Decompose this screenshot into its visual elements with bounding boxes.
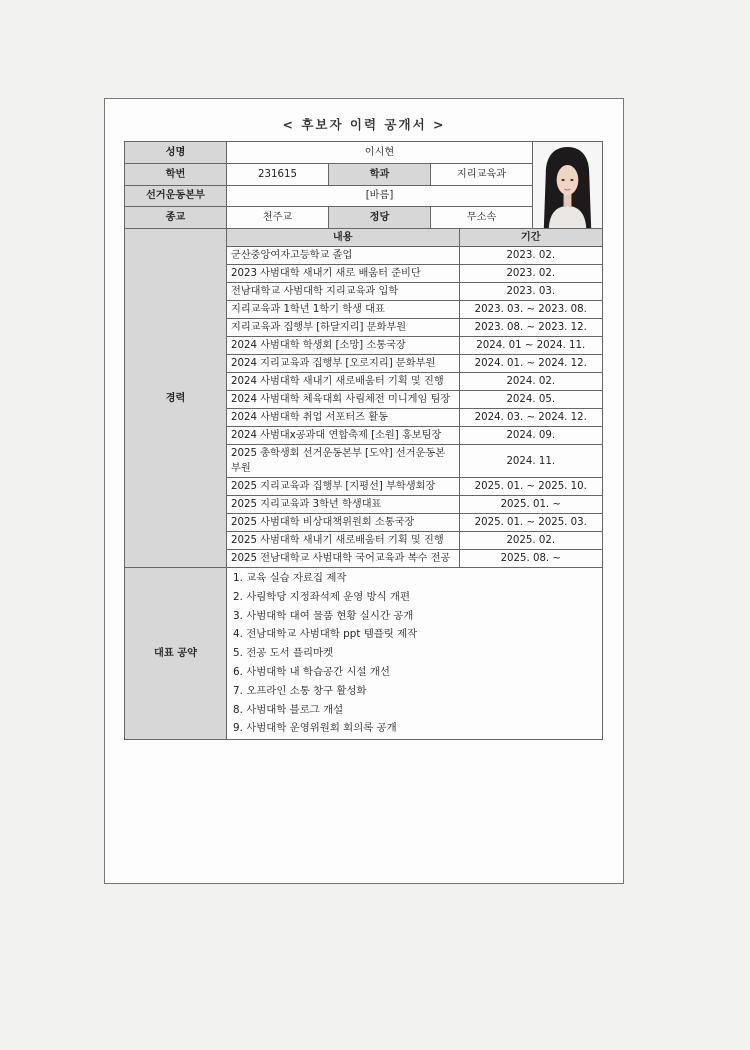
religion-value: 천주교 [227,207,329,229]
career-row [227,409,602,427]
candidate-table [124,141,603,740]
career-row [227,301,602,319]
career-content: 2025 지리교육과 집행부 [지평선] 부학생회장 [227,478,459,496]
career-period: 2025. 08. ~ [459,550,602,568]
party-label: 정당 [329,207,431,229]
career-content: 전남대학교 사범대학 지리교육과 입학 [227,283,459,301]
pledges-section [125,568,603,740]
department-label: 학과 [329,163,431,185]
career-row [227,319,602,337]
election-hq-label: 선거운동본부 [125,185,227,207]
pledge-list [233,569,596,738]
career-section [125,229,603,568]
career-row [227,550,602,568]
religion-label: 종교 [125,207,227,229]
name-row [125,142,603,164]
religion-row [125,207,603,229]
career-content: 2025 사범대학 비상대책위원회 소통국장 [227,514,459,532]
career-period: 2025. 01. ~ 2025. 10. [459,478,602,496]
career-period: 2024. 05. [459,391,602,409]
career-row [227,247,602,265]
career-period: 2023. 02. [459,265,602,283]
career-row [227,265,602,283]
career-period: 2024. 09. [459,427,602,445]
career-content: 2024 사범대x공과대 연합축제 [소원] 홍보팀장 [227,427,459,445]
document-page [104,98,624,884]
pledge-item: 7. 오프라인 소통 창구 활성화 [233,684,367,697]
career-row [227,445,602,478]
pledges-cell [227,568,603,740]
career-content: 군산중앙여자고등학교 졸업 [227,247,459,265]
election-hq-row [125,185,603,207]
pledge-item: 6. 사범대학 내 학습공간 시설 개선 [233,665,390,678]
career-row [227,391,602,409]
career-period: 2024. 01. ~ 2024. 12. [459,355,602,373]
election-hq-value: [바름] [227,185,533,207]
department-value: 지리교육과 [431,163,533,185]
career-content: 2024 지리교육과 집행부 [오로지리] 문화부원 [227,355,459,373]
career-table [227,229,602,567]
pledge-item: 8. 사범대학 블로그 개설 [233,703,344,716]
student-id-row [125,163,603,185]
career-header-row [227,229,602,247]
career-period: 2024. 02. [459,373,602,391]
career-content: 2025 총학생회 선거운동본부 [도약] 선거운동본부원 [227,445,459,478]
career-period: 2025. 02. [459,532,602,550]
career-row [227,355,602,373]
name-label: 성명 [125,142,227,164]
name-value: 이시현 [227,142,533,164]
career-row [227,373,602,391]
career-content: 2024 사범대학 학생회 [소망] 소통국장 [227,337,459,355]
pledge-item: 3. 사범대학 대여 물품 현황 실시간 공개 [233,609,414,622]
career-cell [227,229,603,568]
candidate-photo [533,142,603,229]
career-period-header: 기간 [459,229,602,247]
pledge-item: 1. 교육 실습 자료집 제작 [233,572,347,584]
career-period: 2024. 03. ~ 2024. 12. [459,409,602,427]
career-row [227,337,602,355]
career-content: 2024 사범대학 새내기 새로배움터 기획 및 진행 [227,373,459,391]
career-content: 2025 전남대학교 사범대학 국어교육과 복수 전공 [231,553,451,564]
career-row [227,283,602,301]
career-content: 2025 지리교육과 3학년 학생대표 [227,496,459,514]
career-row [227,496,602,514]
career-content: 지리교육과 1학년 1학기 학생 대표 [227,301,459,319]
career-content: 2025 사범대학 새내기 새로배움터 기획 및 진행 [227,532,459,550]
career-period: 2024. 01 ~ 2024. 11. [459,337,602,355]
pledges-label: 대표 공약 [125,568,227,740]
pledge-item: 4. 전남대학교 사범대학 ppt 템플릿 제작 [233,628,418,641]
student-id-label: 학번 [125,163,227,185]
career-content: 2024 사범대학 취업 서포터즈 활동 [227,409,459,427]
career-period: 2023. 03. [459,283,602,301]
career-label: 경력 [125,229,227,568]
career-period: 2025. 01. ~ [459,496,602,514]
career-content-header: 내용 [227,229,459,247]
pledge-item: 9. 사범대학 운영위원회 회의록 공개 [233,722,397,735]
pledge-item: 5. 전공 도서 플리마켓 [233,647,334,660]
career-period: 2023. 02. [459,247,602,265]
career-content: 2024 사범대학 체육대회 사림체전 미니게임 팀장 [227,391,459,409]
pledge-item: 2. 사림학당 지정좌석제 운영 방식 개편 [233,590,410,603]
portrait-image [533,142,602,228]
career-period: 2025. 01. ~ 2025. 03. [459,514,602,532]
career-row [227,478,602,496]
career-row [227,532,602,550]
document-title: < 후보자 이력 공개서 > [282,117,446,132]
career-content: 지리교육과 집행부 [하달지리] 문화부원 [227,319,459,337]
career-period: 2023. 08. ~ 2023. 12. [459,319,602,337]
party-value: 무소속 [431,207,533,229]
student-id-value: 231615 [227,163,329,185]
career-period: 2024. 11. [459,445,602,478]
career-row [227,514,602,532]
career-row [227,427,602,445]
career-period: 2023. 03. ~ 2023. 08. [459,301,602,319]
career-content: 2023 사범대학 새내기 새로 배움터 준비단 [227,265,459,283]
